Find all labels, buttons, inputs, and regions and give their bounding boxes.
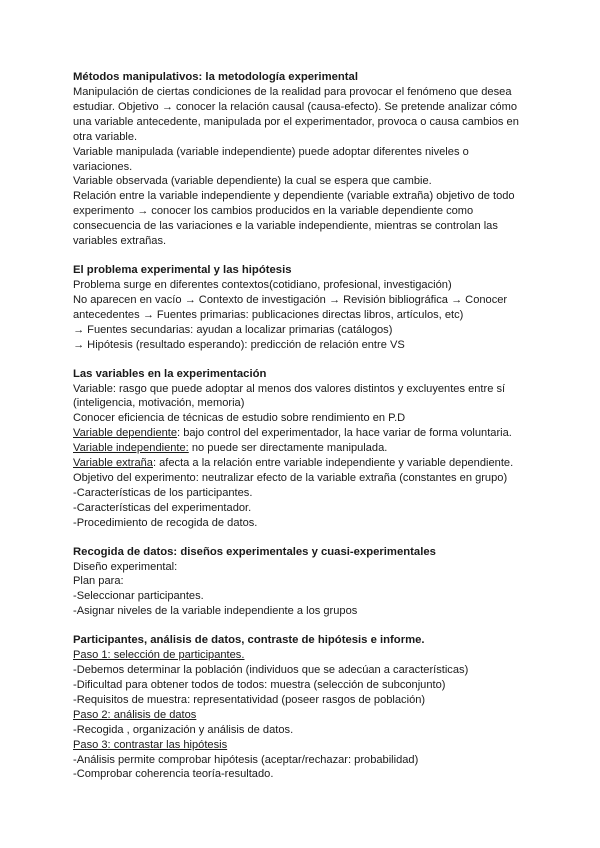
list-item: -Procedimiento de recogida de datos.: [73, 516, 258, 529]
list-item: -Análisis permite comprobar hipótesis (aceptar/rechazar: probabilidad): [73, 753, 419, 766]
step-heading: [73, 708, 560, 723]
definition-line: Variable extraña: afecta a la relación entre variable independiente y variable dependiente.: [73, 457, 514, 470]
underlined-term: Variable independiente:: [73, 442, 189, 455]
paragraph-line: una variable antecedente, manipulada por el experimentador, provoca o causa cambios en: [73, 115, 519, 128]
list-item: -Dificultad para obtener todos de todos: muestra (selección de subconjunto): [73, 679, 446, 691]
definition-line: Variable dependiente: bajo control del experimentador, la hace variar de forma voluntaria.: [73, 427, 512, 440]
step-heading: [73, 738, 560, 753]
section-recogida-datos: [73, 545, 560, 620]
paragraph-line: Diseño experimental:: [73, 560, 178, 573]
paragraph-line: Variable manipulada (variable independiente) puede adoptar diferentes niveles o: [73, 145, 469, 158]
section-problema-experimental: [73, 263, 560, 353]
list-item: -Asignar niveles de la variable independiente a los grupos: [73, 605, 358, 618]
paragraph-line: → Hipótesis (resultado esperando): predicción de relación entre VS: [73, 338, 405, 351]
section-heading: Participantes, análisis de datos, contraste de hipótesis e informe.: [73, 634, 425, 647]
paragraph-line: Problema surge en diferentes contextos(cotidiano, profesional, investigación): [73, 278, 452, 291]
list-item: -Características del experimentador.: [73, 501, 252, 514]
step-heading: [73, 648, 560, 663]
paragraph-line: Conocer eficiencia de técnicas de estudio sobre rendimiento en P.D: [73, 412, 406, 425]
list-item: -Debemos determinar la población (individuos que se adecúan a características): [73, 664, 469, 677]
paragraph-line: Relación entre la variable independiente y dependiente (variable extraña) objetivo de todo: [73, 190, 515, 203]
section-metodos-manipulativos: [73, 70, 560, 249]
section-heading: Las variables en la experimentación: [73, 367, 267, 380]
list-item: -Comprobar coherencia teoría-resultado.: [73, 768, 274, 781]
paragraph-line: antecedentes → Fuentes primarias: publicaciones directas libros, artículos, etc): [73, 308, 464, 321]
section-heading: Recogida de datos: diseños experimentales y cuasi-experimentales: [73, 545, 436, 558]
section-variables: [73, 367, 560, 531]
paragraph-line: Objetivo del experimento: neutralizar efecto de la variable extraña (constantes en grupo): [73, 471, 508, 484]
paragraph-line: Variable: rasgo que puede adoptar al menos dos valores distintos y excluyentes entre sí: [73, 382, 506, 395]
underlined-term: Paso 1: selección de participantes.: [73, 649, 245, 662]
paragraph-line: → Fuentes secundarias: ayudan a localizar primarias (catálogos): [73, 323, 393, 336]
section-heading: Métodos manipulativos: la metodología experimental: [73, 71, 358, 83]
underlined-term: Paso 2: análisis de datos: [73, 708, 197, 721]
paragraph-line: consecuencia de las variaciones e la variable independiente, mientras se controlan las: [73, 220, 498, 233]
paragraph-line: (inteligencia, motivación, memoria): [73, 397, 245, 410]
paragraph-line: variaciones.: [73, 160, 133, 173]
list-item: -Requisitos de muestra: representatividad (poseer rasgos de población): [73, 693, 426, 706]
paragraph-line: No aparecen en vacío → Contexto de investigación → Revisión bibliográfica → Conocer: [73, 293, 508, 306]
paragraph-line: experimento → conocer los cambios producidos en la variable dependiente como: [73, 205, 474, 218]
section-heading: El problema experimental y las hipótesis: [73, 263, 292, 276]
list-item: -Recogida , organización y análisis de datos.: [73, 723, 294, 736]
underlined-term: Variable extraña: [73, 457, 153, 470]
underlined-term: Paso 3: contrastar las hipótesis: [73, 738, 228, 751]
paragraph-line: variables extrañas.: [73, 235, 167, 248]
list-item: -Características de los participantes.: [73, 486, 253, 499]
list-item: -Seleccionar participantes.: [73, 590, 204, 603]
paragraph-line: estudiar. Objetivo → conocer la relación causal (causa-efecto). Se pretende analizar cómo: [73, 100, 517, 113]
section-participantes: [73, 633, 560, 782]
paragraph-line: Manipulación de ciertas condiciones de la realidad para provocar el fenómeno que desea: [73, 86, 512, 98]
definition-line: Variable independiente: no puede ser directamente manipulada.: [73, 442, 388, 455]
paragraph-line: Variable observada (variable dependiente) la cual se espera que cambie.: [73, 175, 432, 188]
paragraph-line: otra variable.: [73, 130, 138, 143]
underlined-term: Variable dependiente: [73, 427, 178, 440]
paragraph-line: Plan para:: [73, 575, 124, 588]
